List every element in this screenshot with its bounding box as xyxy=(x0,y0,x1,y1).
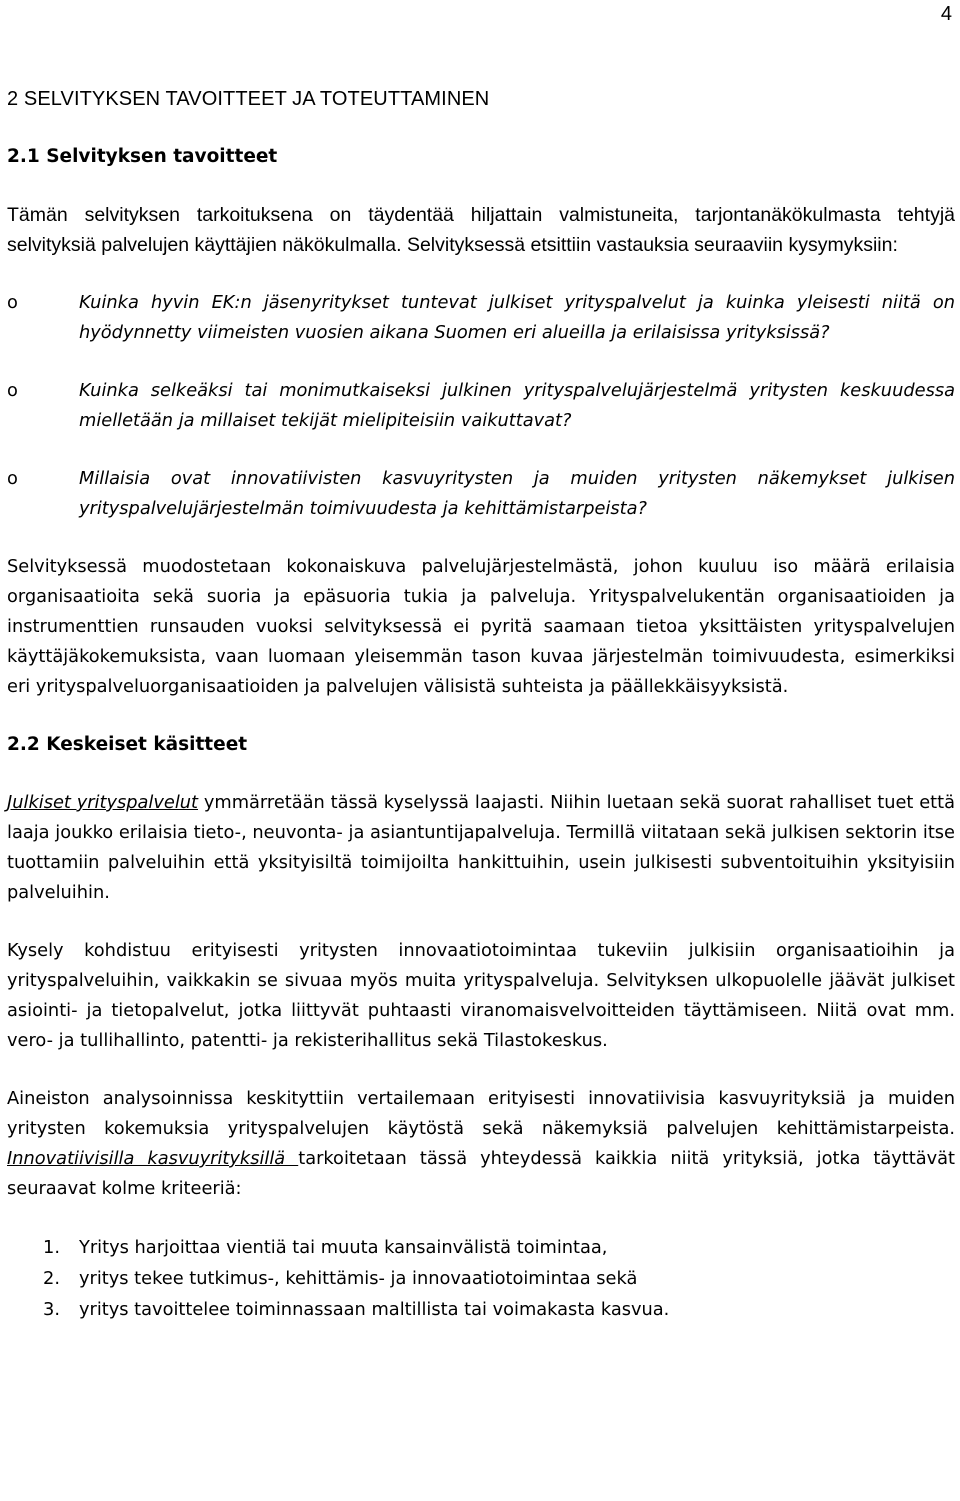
question-text: Kuinka hyvin EK:n jäsenyritykset tuntevat julkiset yrityspalvelut ja kuinka yleisesti niitä on hyödynnetty viimeisten vuosien aikana Suomen eri alueilla ja erilaisissa yrityksissä? xyxy=(79,292,955,343)
criterion-text: Yritys harjoittaa vientiä tai muuta kansainvälistä toimintaa, xyxy=(79,1237,608,1258)
term-julkiset-yrityspalvelut: Julkiset yrityspalvelut xyxy=(7,792,199,813)
list-item xyxy=(7,1232,955,1263)
bullet-marker: o xyxy=(7,380,18,401)
criterion-text: yritys tavoittelee toiminnassaan maltillista tai voimakasta kasvua. xyxy=(79,1299,670,1320)
concepts-paragraph-1 xyxy=(7,788,955,908)
list-item xyxy=(7,376,955,436)
criteria-list xyxy=(7,1232,955,1325)
paragraph-text: Aineiston analysoinnissa keskityttiin vertailemaan erityisesti innovatiivisia kasvuyrityksiä ja muiden yritysten kokemuksia yrityspalvelujen käytöstä sekä näkemyksiä palvelujen kehittämistarpeista. xyxy=(7,1088,955,1139)
section-heading-goals: 2.1 Selvityksen tavoitteet xyxy=(7,146,278,167)
list-item xyxy=(7,464,955,524)
page-number: 4 xyxy=(940,3,952,25)
document-body xyxy=(7,84,955,1325)
list-number: 1. xyxy=(43,1237,60,1258)
paragraph-text: ymmärretään tässä kyselyssä laajasti. Niihin luetaan sekä suorat rahalliset tuet että laaja joukko erilaisia tieto-, neuvonta- ja asiantuntijapalveluja. Termillä viitataan sekä julkisen sektorin itse tuottamiin palveluihin että yksityisiltä toimijoilta hankittuihin, usein julkisesti subventoituihin yksityisiin palveluihin. xyxy=(7,792,955,903)
chapter-heading: 2 SELVITYKSEN TAVOITTEET JA TOTEUTTAMINEN xyxy=(7,88,490,110)
question-text: Kuinka selkeäksi tai monimutkaiseksi julkinen yrityspalvelujärjestelmä yritysten keskuudessa mielletään ja millaiset tekijät mielipiteisiin vaikuttavat? xyxy=(79,380,955,431)
list-item xyxy=(7,1294,955,1325)
question-text: Millaisia ovat innovatiivisten kasvuyritysten ja muiden yritysten näkemykset julkisen yrityspalvelujärjestelmän toimivuudesta ja kehittämistarpeista? xyxy=(79,468,955,519)
criterion-text: yritys tekee tutkimus-, kehittämis- ja innovaatiotoimintaa sekä xyxy=(79,1268,638,1289)
term-innovatiiviset-kasvuyritykset: Innovatiivisilla kasvuyrityksillä xyxy=(7,1148,299,1169)
concepts-paragraph-3 xyxy=(7,1084,955,1204)
section-heading-concepts: 2.2 Keskeiset käsitteet xyxy=(7,734,248,755)
research-questions-list xyxy=(7,288,955,524)
bullet-marker: o xyxy=(7,292,18,313)
paragraph-text: tarkoitetaan tässä yhteydessä kaikkia niitä yrityksiä, jotka täyttävät seuraavat kolme kriteeriä: xyxy=(7,1148,955,1199)
list-item xyxy=(7,288,955,348)
list-number: 2. xyxy=(43,1268,60,1289)
bullet-marker: o xyxy=(7,468,18,489)
intro-paragraph: Tämän selvityksen tarkoituksena on täydentää hiljattain valmistuneita, tarjontanäkökulmasta tehtyjä selvityksiä palvelujen käyttäjien näkökulmalla. Selvityksessä etsittiin vastauksia seuraaviin kysymyksiin: xyxy=(7,204,955,256)
list-item xyxy=(7,1263,955,1294)
concepts-paragraph-2: Kysely kohdistuu erityisesti yritysten innovaatiotoimintaa tukeviin julkisiin organisaatioihin ja yrityspalveluihin, vaikkakin se sivuaa myös muita yrityspalveluja. Selvityksen ulkopuolelle jäävät julkiset asiointi- ja tietopalvelut, jotka liittyvät puhtaasti viranomaisvelvoitteiden täyttämiseen. Niitä ovat mm. vero- ja tullihallinto, patentti- ja rekisterihallitus sekä Tilastokeskus. xyxy=(7,940,955,1051)
list-number: 3. xyxy=(43,1299,60,1320)
overview-paragraph: Selvityksessä muodostetaan kokonaiskuva palvelujärjestelmästä, johon kuuluu iso määrä erilaisia organisaatioita sekä suoria ja epäsuoria tukia ja palveluja. Yrityspalvelukentän organisaatioiden ja instrumenttien runsauden vuoksi selvityksessä ei pyritä saamaan tietoa yksittäisten yrityspalvelujen käyttäjäkokemuksista, vaan luomaan yleisemmän tason kuvaa järjestelmän toimivuudesta, esimerkiksi eri yrityspalveluorganisaatioiden ja palvelujen välisistä suhteista ja päällekkäisyyksistä. xyxy=(7,556,955,697)
